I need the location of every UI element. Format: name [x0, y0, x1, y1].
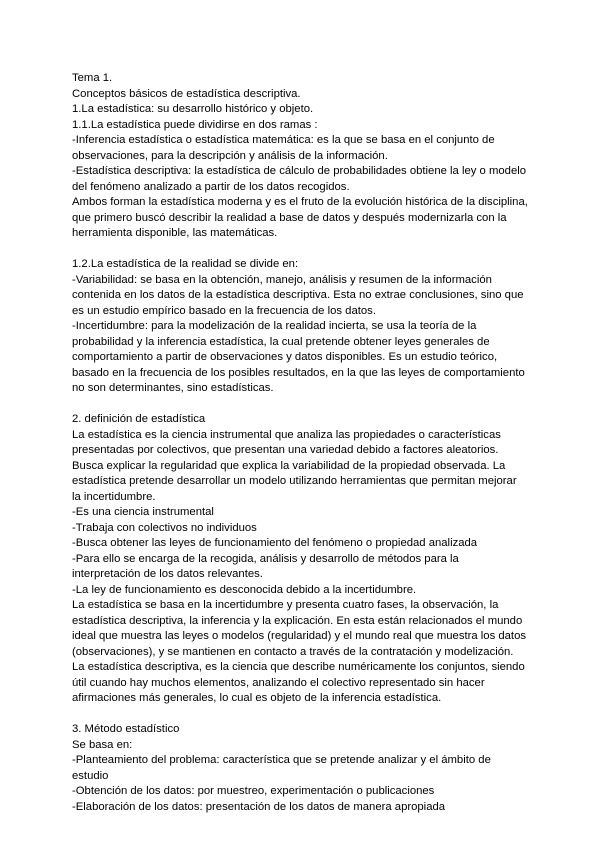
section-2-bullet: -Es una ciencia instrumental — [72, 506, 214, 518]
blank-line — [72, 707, 528, 723]
section-3-heading: 3. Método estadístico — [72, 723, 180, 735]
inferencia-paragraph: -Inferencia estadística o estadística matemática: es la que se basa en el conjunto de observaciones, para la descripción y análisis de la información. — [72, 134, 495, 162]
ambos-paragraph: Ambos forman la estadística moderna y es el fruto de la evolución histórica de la disciplina, que primero buscó describir la realidad a base de datos y después modernizarla con la herramienta disponible, las matemáticas. — [72, 196, 528, 239]
section-1-heading: 1.La estadística: su desarrollo histórico y objeto. — [72, 103, 314, 115]
section-2-intro: La estadística es la ciencia instrumental que analiza las propiedades o características presentadas por colectivos, que presentan una variedad debido a factores aleatorios. Busca explicar la regularidad que explica la variabilidad de la propiedad observada. La estadística pretende desarrollar un modelo utilizando herramientas que permitan mejorar la incertidumbre. — [72, 428, 517, 503]
section-3-step: -Elaboración de los datos: presentación de los datos de manera apropiada — [72, 800, 446, 813]
document-subtitle: Conceptos básicos de estadística descriptiva. — [72, 87, 301, 100]
section-2-bullet: -Para ello se encarga de la recogida, análisis y desarrollo de métodos para la interpretación de los datos relevantes. — [72, 552, 459, 580]
section-3-step: -Obtención de los datos: por muestreo, experimentación o publicaciones — [72, 785, 435, 797]
section-1-2-heading: 1.2.La estadística de la realidad se divide en: — [72, 258, 299, 270]
variabilidad-paragraph: -Variabilidad: se basa en la obtención, manejo, análisis y resumen de la información contenida en los datos de la estadística descriptiva. Esta no extrae conclusiones, sino que es un estudio empírico basado en la frecuencia de los datos. — [72, 273, 524, 317]
document-title: Tema 1. — [72, 72, 113, 84]
blank-line — [72, 397, 528, 413]
fases-paragraph: La estadística se basa en la incertidumbre y presenta cuatro fases, la observación, la estadística descriptiva, la inferencia y la explicación. En esta están relacionados el mundo ideal que muestra las leyes o modelos (regularidad) y el mundo real que muestra los datos (observaciones), y se mantienen en contacto a través de la contratación y modelización. — [72, 599, 526, 658]
document-page — [72, 71, 528, 815]
section-2-heading: 2. definición de estadística — [72, 413, 206, 425]
section-1-1-heading: 1.1.La estadística puede dividirse en dos ramas : — [72, 118, 318, 131]
descriptiva-paragraph: -Estadística descriptiva: la estadística de cálculo de probabilidades obtiene la ley o modelo del fenómeno analizado a partir de los datos recogidos. — [72, 165, 527, 193]
section-3-intro: Se basa en: — [72, 738, 133, 751]
descriptiva-definition-paragraph: La estadística descriptiva, es la ciencia que describe numéricamente los conjuntos, siendo útil cuando hay muchos elementos, analizando el colectivo representado sin hacer afirmaciones más generales, lo cual es objeto de la inferencia estadística. — [72, 661, 525, 704]
section-2-bullet: -Trabaja con colectivos no individuos — [72, 521, 257, 534]
section-2-bullet: -La ley de funcionamiento es desconocida debido a la incertidumbre. — [72, 583, 417, 596]
incertidumbre-paragraph: -Incertidumbre: para la modelización de la realidad incierta, se usa la teoría de la probabilidad y la inferencia estadística, la cual pretende obtener leyes generales de comportamiento a partir de observaciones y datos disponibles. Es un estudio teórico, basado en la frecuencia de los posibles resultados, en la que las leyes de comportamiento no son determinantes, sino estadísticas. — [72, 320, 525, 394]
section-3-step: -Planteamiento del problema: característica que se pretende analizar y el ámbito de estudio — [72, 754, 491, 782]
blank-line — [72, 242, 528, 258]
section-2-bullet: -Busca obtener las leyes de funcionamiento del fenómeno o propiedad analizada — [72, 537, 478, 549]
